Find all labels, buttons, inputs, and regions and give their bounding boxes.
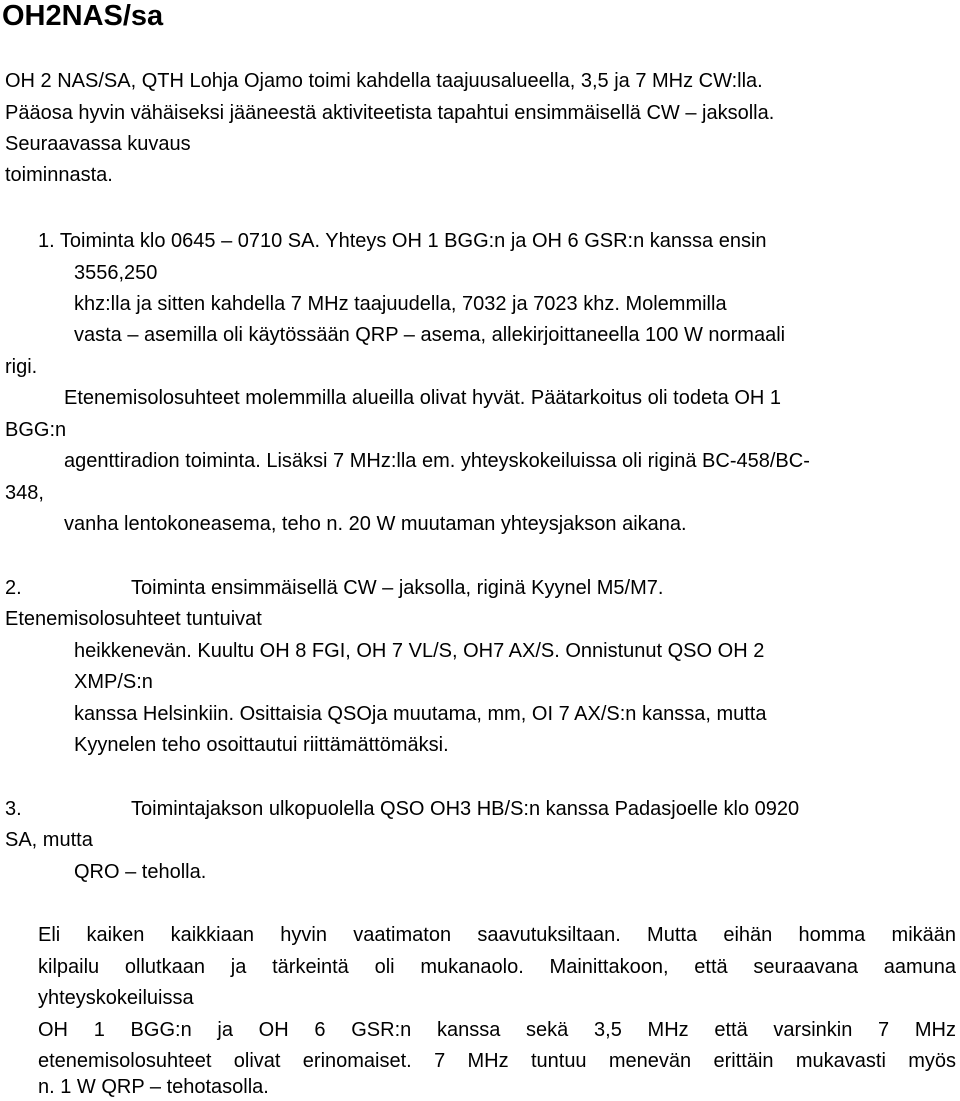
section2-line: kanssa Helsinkiin. Osittaisia QSOja muutama, mm, OI 7 AX/S:n kanssa, mutta [74,703,767,725]
closing-line: yhteyskokeiluissa [38,987,194,1009]
section1-line: 348, [5,482,44,504]
section2-line: Toiminta ensimmäisellä CW – jaksolla, riginä Kyynel M5/M7. [131,577,664,599]
section3-line: Toimintajakson ulkopuolella QSO OH3 HB/S:n kanssa Padasjoelle klo 0920 [131,798,800,820]
closing-line: Eli kaiken kaikkiaan hyvin vaatimaton saavutuksiltaan. Mutta eihän homma mikään [38,924,956,946]
closing-line: n. 1 W QRP – tehotasolla. [38,1076,269,1098]
intro-line: Seuraavassa kuvaus [5,133,191,155]
section1-line: 1. Toiminta klo 0645 – 0710 SA. Yhteys OH 1 BGG:n ja OH 6 GSR:n kanssa ensin [38,230,767,252]
page-title: OH2NAS/sa [2,0,164,32]
section3-line: QRO – teholla. [74,861,207,883]
closing-line: kilpailu ollutkaan ja tärkeintä oli mukanaolo. Mainittakoon, että seuraavana aamuna [38,956,956,978]
section1-line: rigi. [5,356,38,378]
intro-line: Pääosa hyvin vähäiseksi jääneestä aktiviteetista tapahtui ensimmäisellä CW – jaksolla. [5,102,775,124]
section2-number: 2. [5,577,22,599]
intro-line: toiminnasta. [5,164,113,186]
section1-line: 3556,250 [74,262,158,284]
closing-line: etenemisolosuhteet olivat erinomaiset. 7 MHz tuntuu menevän erittäin mukavasti myös [38,1050,956,1072]
section3-number: 3. [5,798,22,820]
section1-line: vasta – asemilla oli käytössään QRP – asema, allekirjoittaneella 100 W normaali [74,324,786,346]
section1-line: khz:lla ja sitten kahdella 7 MHz taajuudella, 7032 ja 7023 khz. Molemmilla [74,293,727,315]
section3-line: SA, mutta [5,829,93,851]
section1-line: vanha lentokoneasema, teho n. 20 W muutaman yhteysjakson aikana. [64,513,687,535]
closing-line: OH 1 BGG:n ja OH 6 GSR:n kanssa sekä 3,5 MHz että varsinkin 7 MHz [38,1019,956,1041]
section2-line: Etenemisolosuhteet tuntuivat [5,608,262,630]
section2-line: Kyynelen teho osoittautui riittämättömäksi. [74,734,449,756]
intro-line: OH 2 NAS/SA, QTH Lohja Ojamo toimi kahdella taajuusalueella, 3,5 ja 7 MHz CW:lla. [5,70,763,92]
section2-line: heikkenevän. Kuultu OH 8 FGI, OH 7 VL/S, OH7 AX/S. Onnistunut QSO OH 2 [74,640,765,662]
section2-line: XMP/S:n [74,671,153,693]
section1-line: agenttiradion toiminta. Lisäksi 7 MHz:lla em. yhteyskokeiluissa oli riginä BC-458/BC- [64,450,810,472]
section1-line: Etenemisolosuhteet molemmilla alueilla olivat hyvät. Päätarkoitus oli todeta OH 1 [64,387,782,409]
section1-line: BGG:n [5,419,67,441]
